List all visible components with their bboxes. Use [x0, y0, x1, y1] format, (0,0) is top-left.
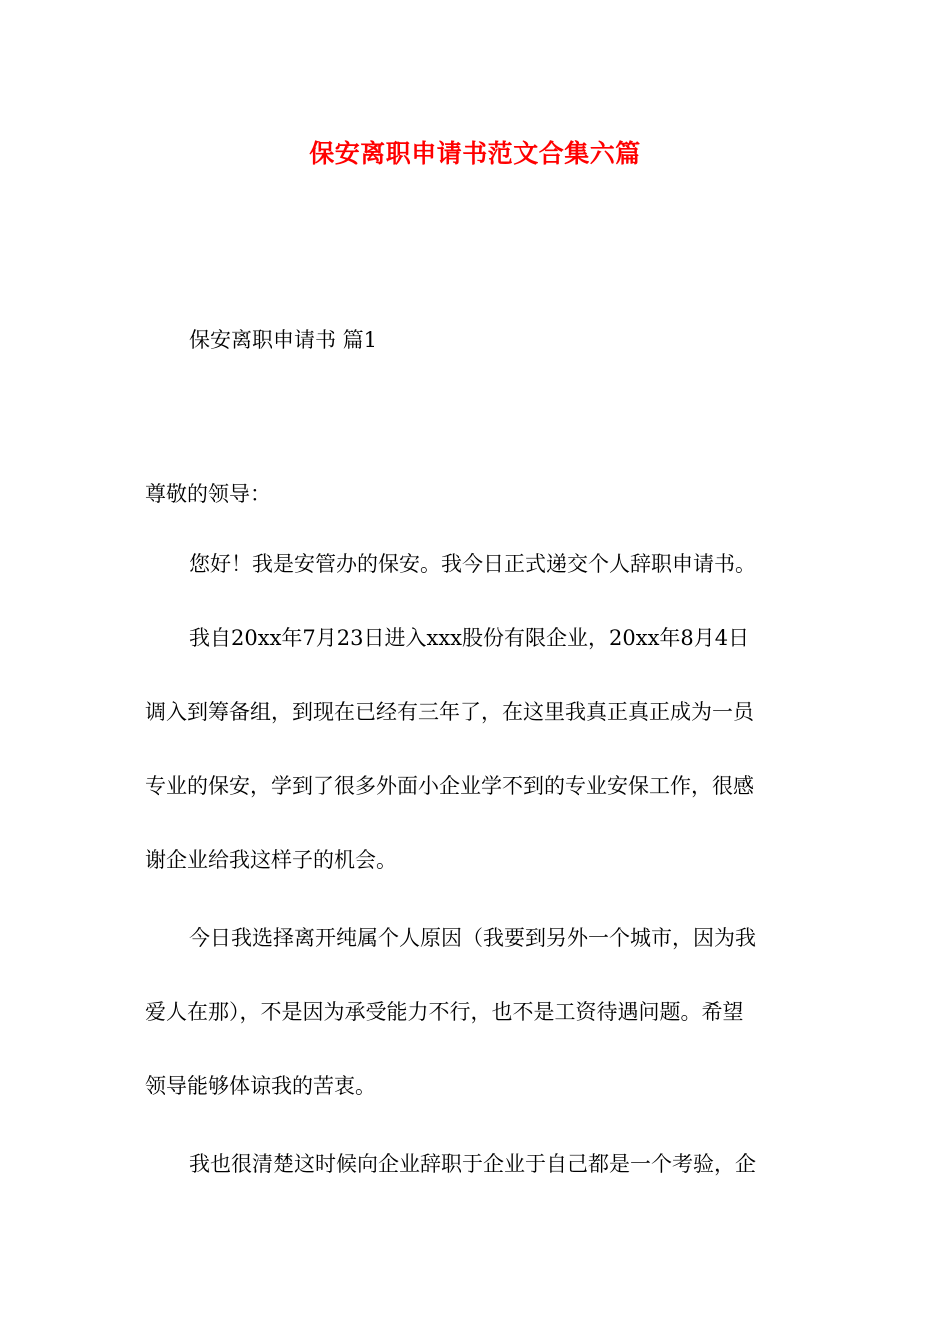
paragraph-line: 我也很清楚这时候向企业辞职于企业于自己都是一个考验，企 [189, 1152, 756, 1176]
paragraph-line: 谢企业给我这样子的机会。 [145, 848, 397, 872]
section-heading: 保安离职申请书 篇1 [189, 328, 378, 352]
paragraph-line: 我自20xx年7月23日进入xxx股份有限企业，20xx年8月4日 [189, 626, 750, 650]
paragraph-line: 您好！我是安管办的保安。我今日正式递交个人辞职申请书。 [189, 552, 756, 576]
document-title: 保安离职申请书范文合集六篇 [309, 139, 641, 168]
paragraph-line: 领导能够体谅我的苦衷。 [145, 1074, 376, 1098]
paragraph-line: 爱人在那），不是因为承受能力不行，也不是工资待遇问题。希望 [145, 1000, 744, 1024]
paragraph-line: 专业的保安，学到了很多外面小企业学不到的专业安保工作，很感 [145, 774, 754, 798]
paragraph-line: 调入到筹备组，到现在已经有三年了，在这里我真正真正成为一员 [145, 700, 754, 724]
salutation: 尊敬的领导： [145, 482, 271, 506]
paragraph-line: 今日我选择离开纯属个人原因（我要到另外一个城市，因为我 [189, 926, 756, 950]
